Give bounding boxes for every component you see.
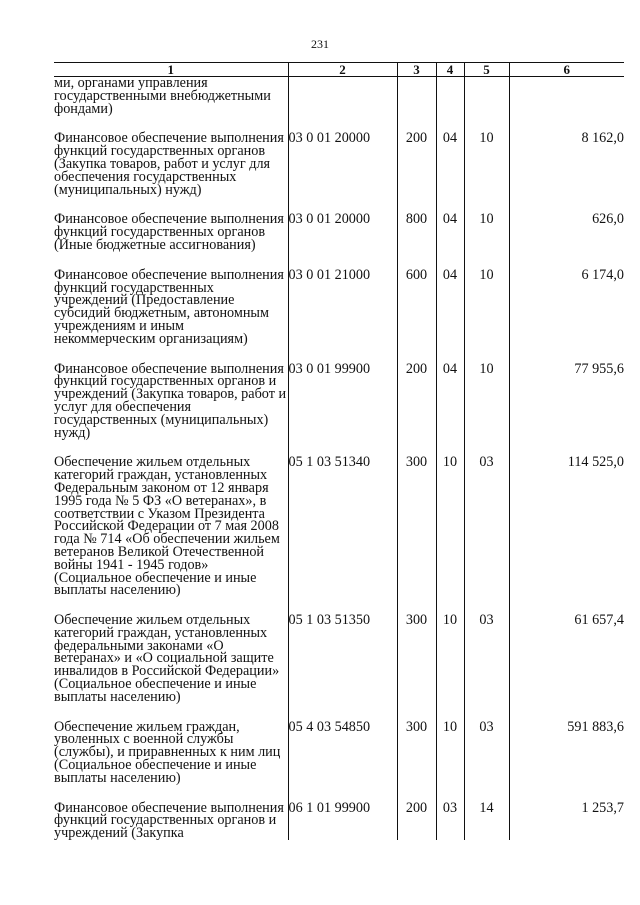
row-name: Обеспечение жильем граждан, уволенных с военной службы (службы), и приравненных к ним лиц (Социальное обеспечение и иные выплаты населению) [54,718,281,786]
row-section [436,77,464,116]
row-expense-type: 200 [397,802,436,840]
table-row [54,269,624,346]
row-amount: 6 174,0 [509,269,624,346]
table-row [54,802,624,840]
table-row [54,77,624,116]
row-subsection: 10 [464,132,509,196]
row-name: Обеспечение жильем отдельных категорий граждан, установленных Федеральным законом от 12 января 1995 года № 5 ФЗ «О ветеранах», в соответствии с Указом Президента Российской Федерации от 7 мая 2008 года № 714 «Об обеспечении жильем ветеранов Великой Отечественной войны 1941 - 1945 годов» (Социальное обеспечение и иные выплаты населению) [54,454,280,599]
row-amount: 77 955,6 [509,363,624,440]
row-subsection: 10 [464,363,509,440]
row-subsection [464,77,509,116]
row-expense-type: 300 [397,614,436,704]
row-subsection: 14 [464,802,509,840]
row-code: 05 4 03 54850 [288,721,397,785]
table-row [54,213,624,251]
row-name: Финансовое обеспечение выполнения функций государственных органов и учреждений (Закупка [54,799,284,842]
row-amount [509,77,624,116]
row-expense-type: 200 [397,132,436,196]
budget-table [54,62,624,840]
row-expense-type: 300 [397,456,436,597]
row-amount: 61 657,4 [509,614,624,704]
table-row [54,456,624,597]
row-code: 06 1 01 99900 [288,802,397,840]
col-header-3: 3 [397,63,436,77]
row-section: 04 [436,213,464,251]
row-section: 10 [436,614,464,704]
table-row [54,721,624,785]
col-header-2: 2 [288,63,397,77]
row-code: 03 0 01 20000 [288,132,397,196]
row-expense-type: 800 [397,213,436,251]
row-subsection: 03 [464,721,509,785]
row-section: 10 [436,456,464,597]
row-gap [54,346,624,363]
row-code: 03 0 01 21000 [288,269,397,346]
row-name: Финансовое обеспечение выполнения функций государственных учреждений (Предоставление субсидий бюджетным, автономным учреждениям и иным некоммерческим организациям) [54,266,284,347]
row-code: 05 1 03 51340 [288,456,397,597]
row-section: 03 [436,802,464,840]
row-subsection: 03 [464,456,509,597]
row-expense-type [397,77,436,116]
row-amount: 591 883,6 [509,721,624,785]
row-subsection: 10 [464,269,509,346]
row-expense-type: 600 [397,269,436,346]
row-subsection: 03 [464,614,509,704]
row-section: 04 [436,269,464,346]
row-code: 03 0 01 99900 [288,363,397,440]
row-code: 03 0 01 20000 [288,213,397,251]
row-section: 04 [436,363,464,440]
row-section: 04 [436,132,464,196]
row-code: 05 1 03 51350 [288,614,397,704]
row-name: Финансовое обеспечение выполнения функций государственных органов и учреждений (Закупка товаров, работ и услуг для обеспечения государственных (муниципальных) нужд) [54,360,287,441]
col-header-1: 1 [54,63,288,77]
col-header-6: 6 [509,63,624,77]
row-amount: 8 162,0 [509,132,624,196]
col-header-5: 5 [464,63,509,77]
table-row [54,132,624,196]
row-amount: 114 525,0 [509,456,624,597]
row-expense-type: 300 [397,721,436,785]
row-code [288,77,397,116]
row-name: Финансовое обеспечение выполнения функций государственных органов (Закупка товаров, работ и услуг для обеспечения государственных (муниципальных) нужд) [54,130,284,198]
row-name: ми, органами управления государственными внебюджетными фондами) [54,75,271,117]
row-name: Финансовое обеспечение выполнения функций государственных органов (Иные бюджетные ассигнования) [54,211,284,253]
row-name: Обеспечение жильем отдельных категорий граждан, установленных федеральными законами «О ветеранах» и «О социальной защите инвалидов в Российской Федерации» (Социальное обеспечение и иные выплаты населению) [54,612,280,705]
row-amount: 1 253,7 [509,802,624,840]
table-row [54,363,624,440]
table-row [54,614,624,704]
col-header-4: 4 [436,63,464,77]
row-amount: 626,0 [509,213,624,251]
page-number: 231 [311,37,329,51]
row-subsection: 10 [464,213,509,251]
row-expense-type: 200 [397,363,436,440]
row-section: 10 [436,721,464,785]
